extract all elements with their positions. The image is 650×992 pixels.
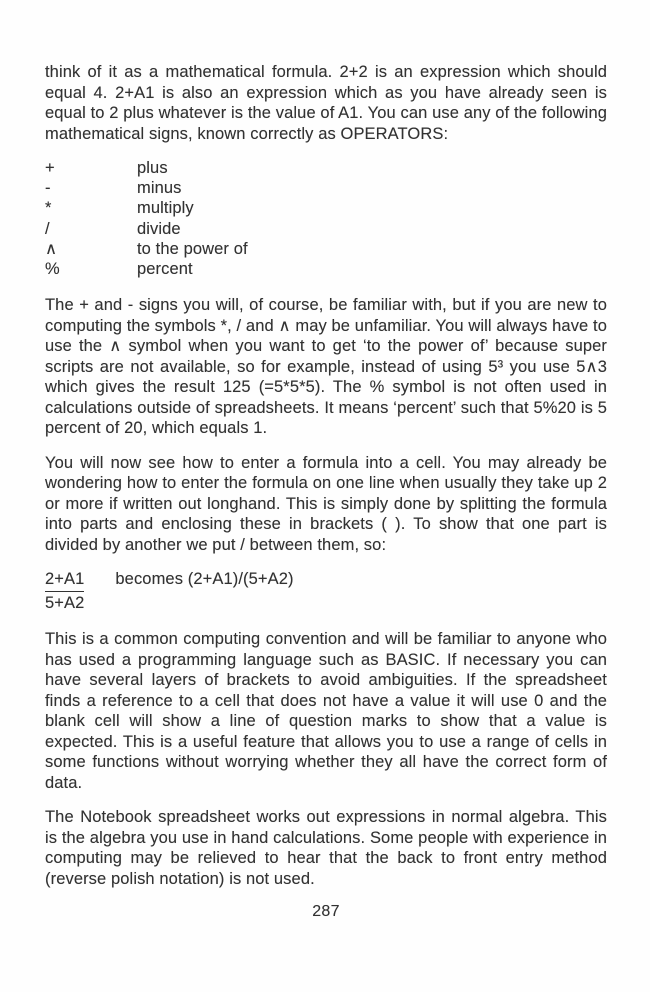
operator-meaning: plus	[137, 159, 168, 177]
operator-symbol: *	[45, 199, 52, 218]
intro-paragraph: think of it as a mathematical formula. 2+2 is an expression which should equal 4. 2+A1 is also an expression which as you have already seen is equal to 2 plus whatever is the value of A1. You can use any of the following mathematical signs, known correctly as OPERATORS:	[45, 63, 607, 143]
operator-row	[45, 178, 607, 198]
page-number: 287	[312, 903, 340, 921]
operator-row	[45, 259, 607, 279]
operator-symbol: ∧	[45, 239, 58, 258]
formula-result: becomes (2+A1)/(5+A2)	[115, 570, 294, 589]
operator-row	[45, 198, 607, 218]
operator-symbol: +	[45, 159, 55, 177]
operator-meaning: divide	[137, 219, 181, 238]
operators-explanation-paragraph: The + and - signs you will, of course, be familiar with, but if you are new to computing the symbols *, / and ∧ may be unfamiliar. You will always have to use the ∧ symbol when you want to get ‘to the power of’ because super scripts are not available, so for example, instead of using 5³ you use 5∧3 which gives the result 125 (=5*5*5). The % symbol is not often used in calculations outside of spreadsheets. It means ‘percent’ such that 5%20 is 5 percent of 20, which equals 1.	[45, 296, 607, 438]
formula-entry-paragraph: You will now see how to enter a formula into a cell. You may already be wondering how to enter the formula on one line when usually they take up 2 or more if written out longhand. This is simply done by splitting the formula into parts and enclosing these in brackets ( ). To show that one part is divided by another we put / between them, so:	[45, 453, 607, 554]
operator-meaning: multiply	[137, 199, 194, 218]
fraction-numerator: 2+A1	[45, 569, 84, 592]
page-content	[45, 62, 607, 921]
fraction-denominator: 5+A2	[45, 593, 85, 612]
notebook-algebra-paragraph: The Notebook spreadsheet works out expressions in normal algebra. This is the algebra you use in hand calculations. Some people with experience in computing may be relieved to hear that the back to front entry method (reverse polish notation) is not used.	[45, 808, 607, 888]
operator-symbol: -	[45, 179, 51, 198]
formula-example	[45, 569, 607, 613]
operator-list	[45, 158, 607, 279]
operator-meaning: percent	[137, 260, 193, 279]
operator-row	[45, 239, 607, 259]
operator-row	[45, 158, 607, 178]
brackets-convention-paragraph: This is a common computing convention and will be familiar to anyone who has used a programming language such as BASIC. If necessary you can have several layers of brackets to avoid ambiguities. If the spreadsheet finds a reference to a cell that does not have a value it will use 0 and the blank cell will show a line of question marks to show that a value is expected. This is a useful feature that allows you to use a range of cells in some functions without worrying whether they all have the correct form of data.	[45, 630, 607, 792]
operator-row	[45, 219, 607, 239]
fraction	[45, 569, 84, 613]
operator-symbol: /	[45, 219, 50, 238]
operator-symbol: %	[45, 260, 60, 279]
operator-meaning: to the power of	[137, 239, 248, 258]
operator-meaning: minus	[137, 179, 182, 198]
